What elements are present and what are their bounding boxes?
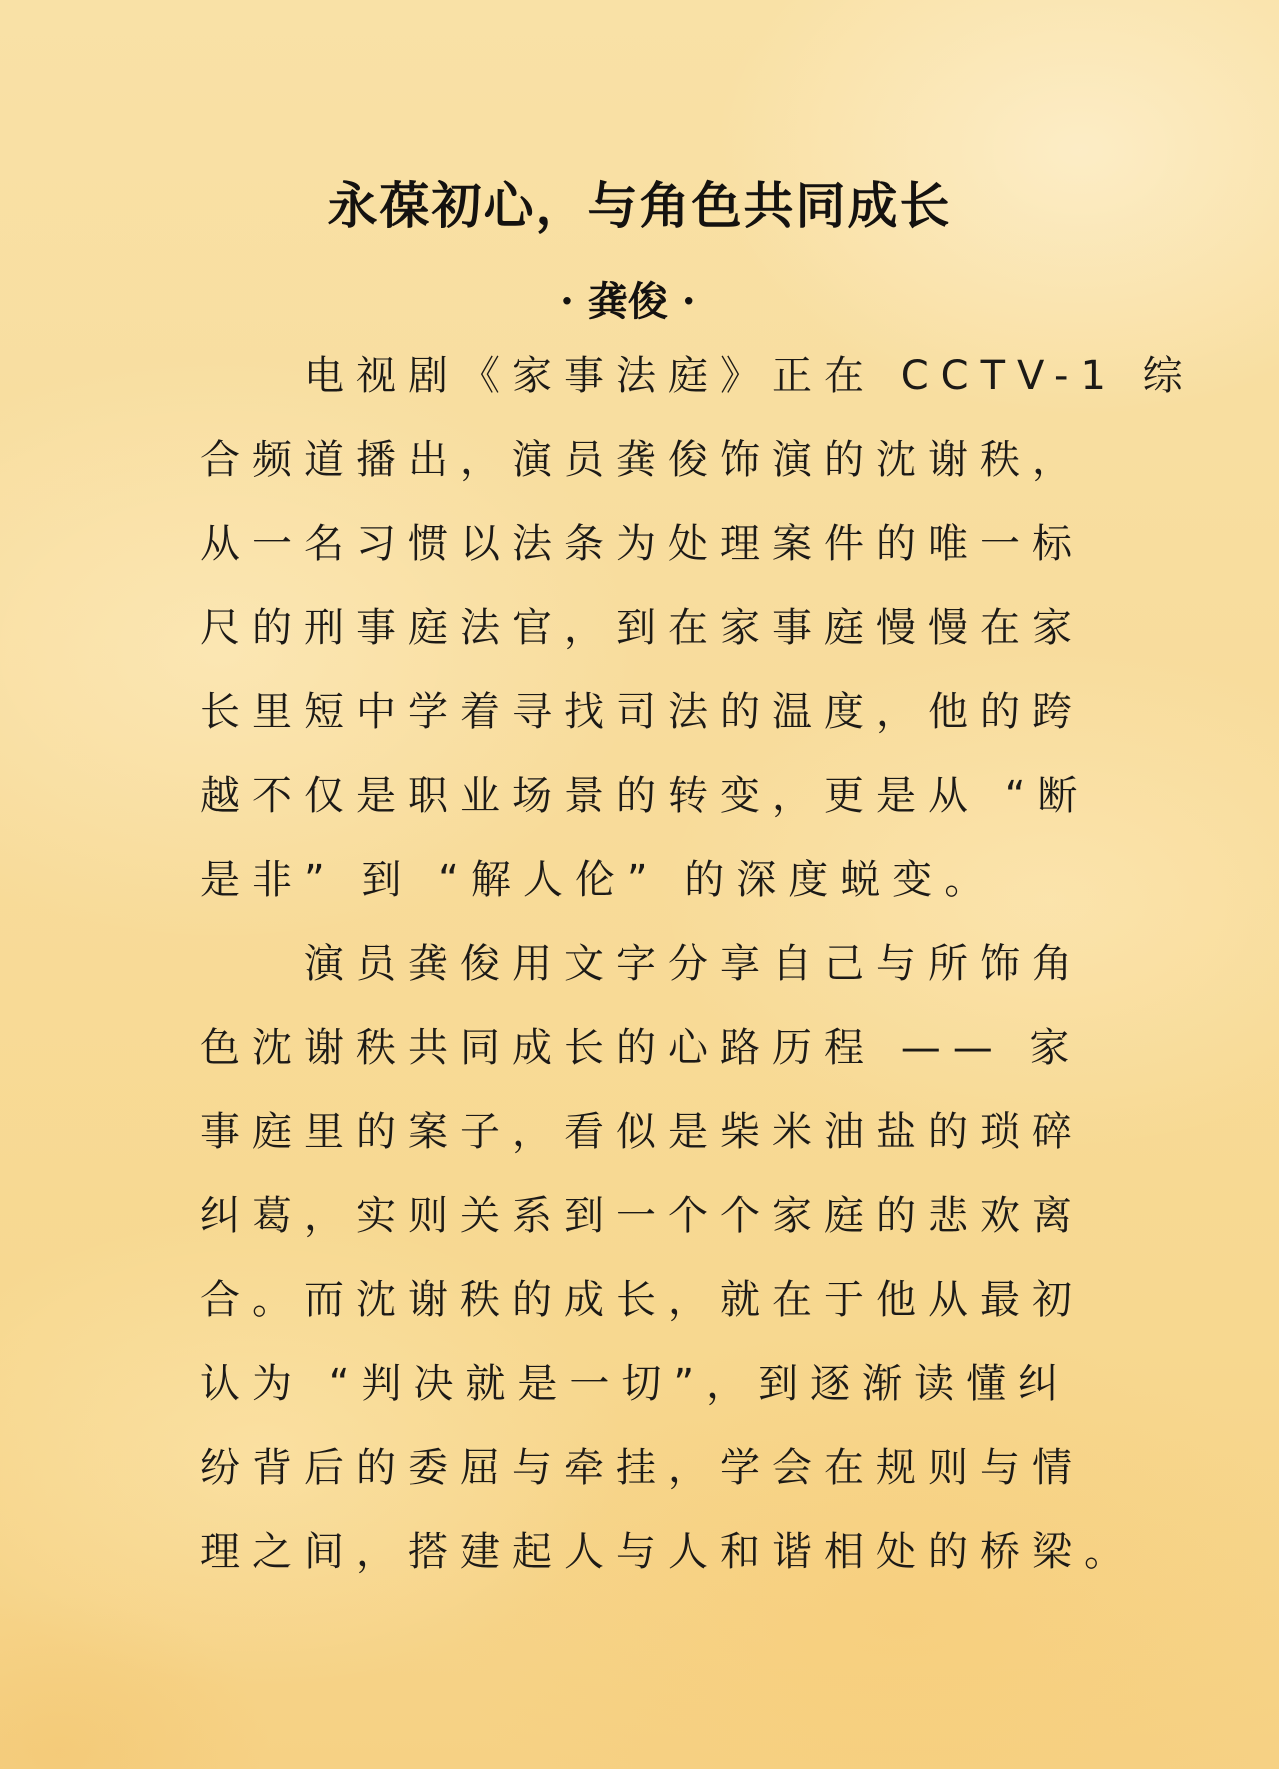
paragraph-line: 色沈谢秩共同成长的心路历程 —— 家	[200, 1025, 1082, 1071]
paragraph-line: 合频道播出，演员龚俊饰演的沈谢秩，	[200, 437, 1084, 483]
paragraph-1	[200, 334, 1195, 922]
paragraph-line: 纠葛，实则关系到一个个家庭的悲欢离	[200, 1193, 1084, 1239]
paragraph-line: 长里短中学着寻找司法的温度，他的跨	[200, 689, 1084, 735]
author-byline: · 龚俊 ·	[560, 278, 696, 325]
paragraph-line: 纷背后的委屈与牵挂，学会在规则与情	[200, 1445, 1084, 1491]
paragraph-line: 尺的刑事庭法官，到在家事庭慢慢在家	[200, 605, 1084, 651]
paragraph-line: 理之间，搭建起人与人和谐相处的桥梁。	[200, 1529, 1136, 1575]
paragraph-line: 事庭里的案子，看似是柴米油盐的琐碎	[200, 1109, 1084, 1155]
paragraph-line: 电视剧《家事法庭》正在 CCTV-1 综	[304, 353, 1195, 399]
paragraph-line: 越不仅是职业场景的转变，更是从 “断	[200, 773, 1090, 819]
paragraph-line: 认为 “判决就是一切”，到逐渐读懂纠	[200, 1361, 1071, 1407]
paragraph-line: 从一名习惯以法条为处理案件的唯一标	[200, 521, 1084, 567]
paragraph-line: 是非” 到 “解人伦” 的深度蜕变。	[200, 857, 997, 903]
article-title: 永葆初心，与角色共同成长	[327, 176, 952, 235]
paragraph-2	[200, 922, 1136, 1594]
paragraph-line: 合。而沈谢秩的成长，就在于他从最初	[200, 1277, 1084, 1323]
paragraph-line: 演员龚俊用文字分享自己与所饰角	[304, 941, 1084, 987]
